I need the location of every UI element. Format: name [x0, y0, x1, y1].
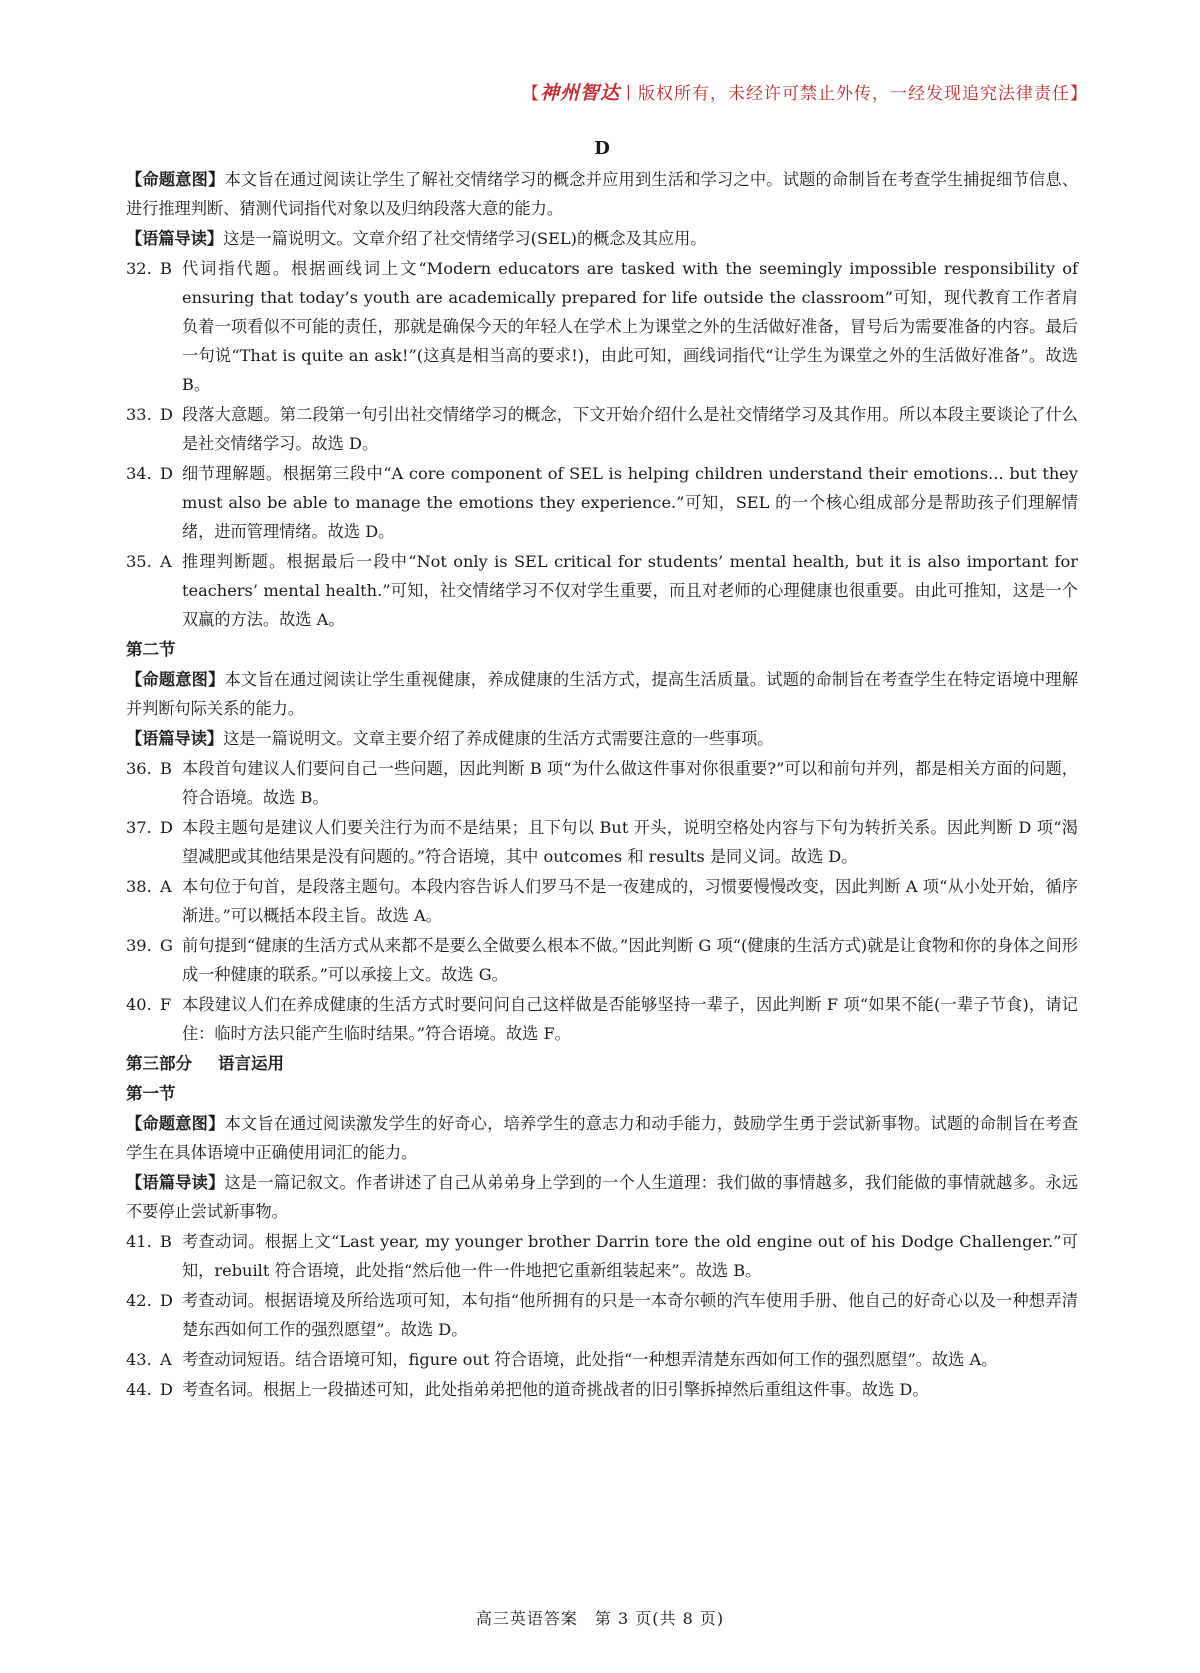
guide-paragraph — [126, 224, 1078, 253]
brand-logo: 神州智达 — [539, 82, 620, 104]
question-number: 41. — [126, 1232, 152, 1251]
intent-label: 【命题意图】 — [126, 670, 225, 689]
guide-paragraph — [126, 1168, 1078, 1226]
answer-letter: D — [160, 464, 173, 483]
answer-item — [126, 254, 1078, 399]
guide-paragraph — [126, 724, 1078, 753]
answer-letter: D — [160, 405, 173, 424]
explanation: 细节理解题。根据第三段中“A core component of SEL is helping children understand their emotions... but they must also be able to manage the emotions they experience.”可知，SEL 的一个核心组成部分是帮助孩子们理解情绪，进而管理情绪。故选 D。 — [182, 464, 1078, 541]
answer-item — [126, 931, 1078, 989]
guide-label: 【语篇导读】 — [126, 229, 224, 248]
answer-item — [126, 400, 1078, 458]
answer-list — [126, 254, 1078, 634]
intent-label: 【命题意图】 — [126, 170, 225, 189]
guide-label: 【语篇导读】 — [126, 729, 224, 748]
answer-letter: A — [160, 877, 172, 896]
answer-item — [126, 1375, 1078, 1404]
banner-bracket-open: 【 — [521, 84, 540, 104]
explanation: 本段建议人们在养成健康的生活方式时要问问自己这样做是否能够坚持一辈子，因此判断 F 项“如果不能(一辈子节食)，请记住：临时方法只能产生临时结果。”符合语境。故选 F。 — [182, 995, 1078, 1043]
intent-text: 本文旨在通过阅读让学生重视健康，养成健康的生活方式，提高生活质量。试题的命制旨在考查学生在特定语境中理解并判断句际关系的能力。 — [126, 670, 1079, 718]
answer-letter: F — [160, 995, 172, 1014]
answer-item — [126, 1286, 1078, 1344]
answer-letter: B — [160, 759, 172, 778]
copyright-notice: 版权所有，未经许可禁止外传，一经发现追究法律责任 — [638, 84, 1070, 104]
intent-text: 本文旨在通过阅读让学生了解社交情绪学习的概念并应用到生活和学习之中。试题的命制旨在考查学生捕捉细节信息、进行推理判断、猜测代词指代对象以及归纳段落大意的能力。 — [126, 170, 1079, 218]
answer-list — [126, 754, 1078, 1048]
banner-separator: 丨 — [620, 84, 638, 104]
question-number: 35. — [126, 552, 152, 571]
intent-paragraph — [126, 165, 1078, 223]
question-number: 32. — [126, 259, 152, 278]
answer-letter: A — [160, 1350, 172, 1369]
part-label: 第三部分 — [126, 1054, 192, 1073]
part-title: 语言运用 — [218, 1054, 284, 1073]
answer-item — [126, 459, 1078, 546]
question-number: 33. — [126, 405, 152, 424]
explanation: 本段首句建议人们要问自己一些问题，因此判断 B 项“为什么做这件事对你很重要?”可以和前句并列，都是相关方面的问题，符合语境。故选 B。 — [182, 759, 1078, 807]
intent-paragraph — [126, 1109, 1078, 1167]
guide-text: 这是一篇记叙文。作者讲述了自己从弟弟身上学到的一个人生道理：我们做的事情越多，我们能做的事情就越多。永远不要停止尝试新事物。 — [126, 1173, 1079, 1221]
page-content — [126, 138, 1078, 1405]
answer-item — [126, 990, 1078, 1048]
answer-item — [126, 813, 1078, 871]
question-number: 34. — [126, 464, 152, 483]
question-number: 43. — [126, 1350, 152, 1369]
explanation: 考查动词短语。结合语境可知，figure out 符合语境，此处指“一种想弄清楚东西如何工作的强烈愿望”。故选 A。 — [182, 1350, 998, 1369]
question-number: 38. — [126, 877, 152, 896]
explanation: 考查动词。根据语境及所给选项可知，本句指“他所拥有的只是一本奇尔顿的汽车使用手册、他自己的好奇心以及一种想弄清楚东西如何工作的强烈愿望”。故选 D。 — [182, 1291, 1078, 1339]
intent-label: 【命题意图】 — [126, 1114, 225, 1133]
answer-item — [126, 1227, 1078, 1285]
guide-text: 这是一篇说明文。文章介绍了社交情绪学习(SEL)的概念及其应用。 — [223, 229, 707, 248]
explanation: 本句位于句首，是段落主题句。本段内容告诉人们罗马不是一夜建成的，习惯要慢慢改变，因此判断 A 项“从小处开始，循序渐进。”可以概括本段主旨。故选 A。 — [182, 877, 1078, 925]
answer-letter: B — [160, 259, 172, 278]
answer-letter: D — [160, 1380, 173, 1399]
explanation: 考查名词。根据上一段描述可知，此处指弟弟把他的道奇挑战者的旧引擎拆掉然后重组这件事。故选 D。 — [182, 1380, 929, 1399]
answer-item — [126, 547, 1078, 634]
section-title-d: D — [594, 138, 610, 159]
answer-item — [126, 872, 1078, 930]
guide-text: 这是一篇说明文。文章主要介绍了养成健康的生活方式需要注意的一些事项。 — [223, 729, 774, 748]
guide-label: 【语篇导读】 — [126, 1173, 225, 1192]
explanation: 考查动词。根据上文“Last year, my younger brother Darrin tore the old engine out of his Dodge Challenger.”可知，rebuilt 符合语境，此处指“然后他一件一件地把它重新组装起来”。故选 B。 — [182, 1232, 1078, 1280]
question-number: 42. — [126, 1291, 152, 1310]
intent-text: 本文旨在通过阅读激发学生的好奇心，培养学生的意志力和动手能力，鼓励学生勇于尝试新事物。试题的命制旨在考查学生在具体语境中正确使用词汇的能力。 — [126, 1114, 1079, 1162]
question-number: 44. — [126, 1380, 152, 1399]
explanation: 段落大意题。第二段第一句引出社交情绪学习的概念，下文开始介绍什么是社交情绪学习及其作用。所以本段主要谈论了什么是社交情绪学习。故选 D。 — [182, 405, 1078, 453]
answer-item — [126, 754, 1078, 812]
answer-letter: D — [160, 1291, 173, 1310]
section-heading: 第一节 — [126, 1084, 176, 1103]
question-number: 37. — [126, 818, 152, 837]
answer-item — [126, 1345, 1078, 1374]
explanation: 本段主题句是建议人们要关注行为而不是结果；且下句以 But 开头，说明空格处内容与下句为转折关系。因此判断 D 项“渴望减肥或其他结果是没有问题的。”符合语境，其中 outcomes 和 results 是同义词。故选 D。 — [182, 818, 1078, 866]
answer-letter: G — [160, 936, 173, 955]
copyright-banner — [522, 78, 1088, 105]
page-footer: 高三英语答案 第 3 页(共 8 页) — [475, 1609, 725, 1628]
part-heading — [126, 1049, 1078, 1079]
answer-letter: D — [160, 818, 173, 837]
question-number: 39. — [126, 936, 152, 955]
answer-list — [126, 1227, 1078, 1404]
explanation: 代词指代题。根据画线词上文“Modern educators are tasked with the seemingly impossible responsibility of ensuring that today’s youth are academically prepared for life outside the classroom”可知，现代教育工作者肩负着一项看似不可能的责任，那就是确保今天的年轻人在学术上为课堂之外的生活做好准备，冒号后为需要准备的内容。最后一句说“That is quite an ask!”(这真是相当高的要求!)，由此可知，画线词指代“让学生为课堂之外的生活做好准备”。故选 B。 — [182, 259, 1078, 394]
explanation: 推理判断题。根据最后一段中“Not only is SEL critical for students’ mental health, but it is also important for teachers’ mental health.”可知，社交情绪学习不仅对学生重要，而且对老师的心理健康也很重要。由此可推知，这是一个双赢的方法。故选 A。 — [182, 552, 1078, 629]
answer-letter: B — [160, 1232, 172, 1251]
answer-letter: A — [160, 552, 172, 571]
section-heading: 第二节 — [126, 640, 176, 659]
banner-bracket-close: 】 — [1070, 84, 1088, 104]
question-number: 40. — [126, 995, 152, 1014]
question-number: 36. — [126, 759, 152, 778]
intent-paragraph — [126, 665, 1078, 723]
explanation: 前句提到“健康的生活方式从来都不是要么全做要么根本不做。”因此判断 G 项“(健康的生活方式)就是让食物和你的身体之间形成一种健康的联系。”可以承接上文。故选 G。 — [182, 936, 1078, 984]
